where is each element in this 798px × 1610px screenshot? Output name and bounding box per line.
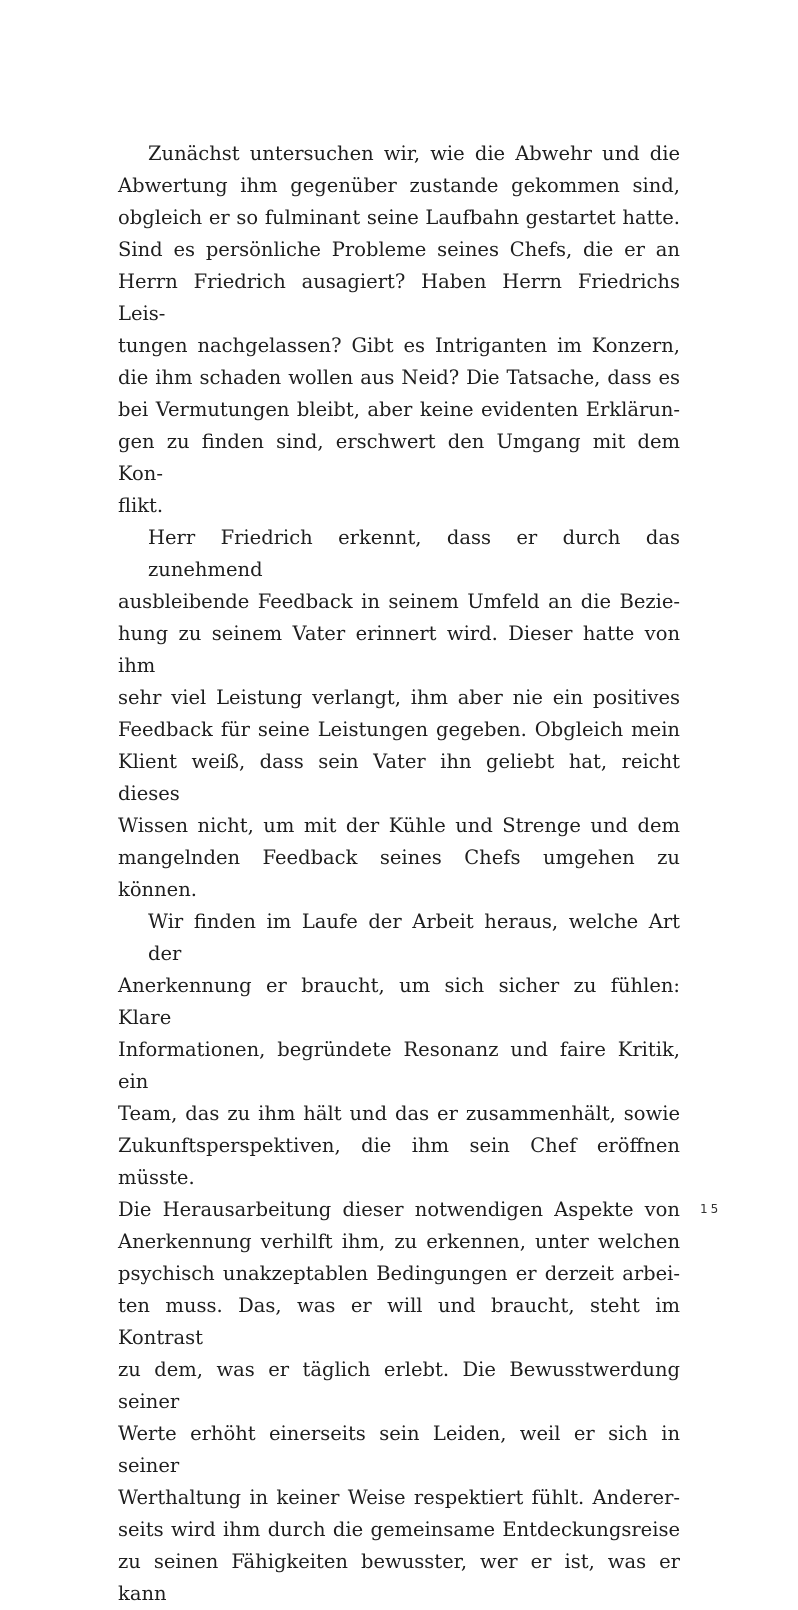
text-line: Die Herausarbeitung dieser notwendigen Aspekte von [118, 1198, 680, 1221]
text-line: psychisch unakzeptablen Bedingungen er derzeit arbei- [118, 1262, 680, 1285]
text-line: Wir finden im Laufe der Arbeit heraus, welche Art der [148, 910, 680, 965]
text-line: flikt. [118, 494, 164, 517]
text-line: die ihm schaden wollen aus Neid? Die Tatsache, dass es [118, 366, 680, 389]
text-line: Herr Friedrich erkennt, dass er durch das zunehmend [148, 526, 680, 581]
text-line: Sind es persönliche Probleme seines Chefs, die er an [118, 238, 680, 261]
body-text [118, 138, 680, 1610]
text-line: bei Vermutungen bleibt, aber keine evidenten Erklärun- [118, 398, 680, 421]
text-line: mangelnden Feedback seines Chefs umgehen zu können. [118, 846, 680, 901]
text-line: Anerkennung er braucht, um sich sicher zu fühlen: Klare [118, 974, 680, 1029]
text-line: Klient weiß, dass sein Vater ihn geliebt hat, reicht dieses [118, 750, 680, 805]
text-line: hung zu seinem Vater erinnert wird. Dieser hatte von ihm [118, 622, 680, 677]
text-line: obgleich er so fulminant seine Laufbahn gestartet hatte. [118, 206, 680, 229]
text-line: sehr viel Leistung verlangt, ihm aber nie ein positives [118, 686, 680, 709]
text-line: zu dem, was er täglich erlebt. Die Bewusstwerdung seiner [118, 1358, 680, 1413]
text-line: Abwertung ihm gegenüber zustande gekommen sind, [118, 174, 680, 197]
text-line: zu seinen Fähigkeiten bewusster, wer er ist, was er kann [118, 1550, 680, 1605]
text-line: Zukunftsperspektiven, die ihm sein Chef eröffnen müsste. [118, 1134, 680, 1189]
text-line: Feedback für seine Leistungen gegeben. Obgleich mein [118, 718, 680, 741]
paragraph-1 [118, 138, 680, 522]
text-line: Anerkennung verhilft ihm, zu erkennen, unter welchen [118, 1230, 680, 1253]
text-line: Zunächst untersuchen wir, wie die Abwehr und die [148, 142, 680, 165]
text-line: seits wird ihm durch die gemeinsame Entdeckungsreise [118, 1518, 680, 1541]
text-line: ten muss. Das, was er will und braucht, steht im Kontrast [118, 1294, 680, 1349]
text-line: Team, das zu ihm hält und das er zusammenhält, sowie [118, 1102, 680, 1125]
text-line: ausbleibende Feedback in seinem Umfeld an die Bezie- [118, 590, 680, 613]
text-line: Herrn Friedrich ausagiert? Haben Herrn Friedrichs Leis- [118, 270, 680, 325]
text-line: tungen nachgelassen? Gibt es Intriganten im Konzern, [118, 334, 680, 357]
text-line: Werthaltung in keiner Weise respektiert fühlt. Anderer- [118, 1486, 680, 1509]
paragraph-2 [118, 522, 680, 906]
text-line: gen zu finden sind, erschwert den Umgang mit dem Kon- [118, 430, 680, 485]
page-number: 15 [700, 1202, 722, 1216]
text-line: Informationen, begründete Resonanz und faire Kritik, ein [118, 1038, 680, 1093]
text-line: Werte erhöht einerseits sein Leiden, weil er sich in seiner [118, 1422, 680, 1477]
paragraph-3 [118, 906, 680, 1610]
text-line: Wissen nicht, um mit der Kühle und Strenge und dem [118, 814, 680, 837]
